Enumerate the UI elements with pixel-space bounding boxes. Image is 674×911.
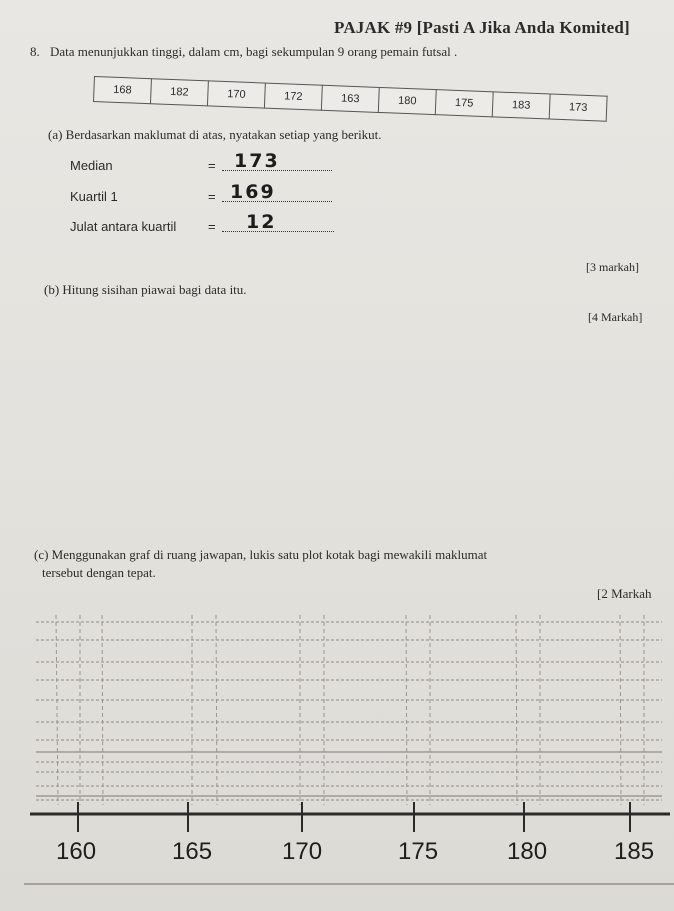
- quartile1-label: Kuartil 1: [70, 189, 118, 204]
- data-cell: 170: [207, 81, 265, 108]
- quartile1-answer: 169: [230, 181, 276, 203]
- axis-tick-label: 180: [507, 838, 548, 865]
- grid-vertical-lines: [56, 615, 644, 805]
- grid-horizontal-lines: [36, 622, 662, 800]
- data-cell: 182: [150, 79, 208, 106]
- data-cell: 183: [492, 92, 550, 119]
- data-cell: 180: [378, 87, 436, 114]
- answer-graph-grid: [0, 600, 674, 911]
- data-cell: 175: [435, 90, 493, 117]
- grid-solid-lines: [36, 752, 662, 796]
- axis-tick-label: 170: [282, 838, 323, 865]
- part-c-marks: [2 Markah: [597, 586, 652, 601]
- equals-sign: =: [208, 158, 216, 173]
- height-data-table: [93, 76, 608, 122]
- iqr-label: Julat antara kuartil: [70, 219, 177, 234]
- part-a-prompt: (a) Berdasarkan maklumat di atas, nyatakan setiap yang berikut.: [48, 127, 382, 142]
- data-cell: 173: [549, 94, 607, 121]
- question-stem: Data menunjukkan tinggi, dalam cm, bagi sekumpulan 9 orang pemain futsal .: [50, 44, 458, 59]
- number-line-ticks: [78, 802, 630, 832]
- part-b-prompt: (b) Hitung sisihan piawai bagi data itu.: [44, 282, 247, 297]
- data-cell: 168: [94, 77, 152, 104]
- axis-tick-label: 175: [398, 838, 439, 865]
- part-c-prompt-line1: (c) Menggunakan graf di ruang jawapan, lukis satu plot kotak bagi mewakili maklumat: [34, 547, 488, 562]
- axis-tick-label: 185: [614, 838, 655, 865]
- equals-sign: =: [208, 189, 216, 204]
- data-cell: 172: [264, 83, 322, 110]
- part-c-prompt-line2: tersebut dengan tepat.: [42, 565, 156, 580]
- part-b-marks: [4 Markah]: [588, 310, 643, 324]
- iqr-answer: 12: [246, 211, 277, 233]
- part-a-marks: [3 markah]: [586, 260, 639, 274]
- page-title: PAJAK #9 [Pasti A Jika Anda Komited]: [334, 18, 630, 37]
- question-number: 8.: [30, 44, 40, 59]
- axis-tick-label: 165: [172, 838, 213, 865]
- median-answer: 173: [234, 150, 280, 172]
- equals-sign: =: [208, 219, 216, 234]
- table-row: [94, 77, 608, 122]
- data-cell: 163: [321, 85, 379, 112]
- median-label: Median: [70, 158, 113, 173]
- answer-line: [222, 231, 334, 232]
- axis-tick-label: 160: [56, 838, 97, 865]
